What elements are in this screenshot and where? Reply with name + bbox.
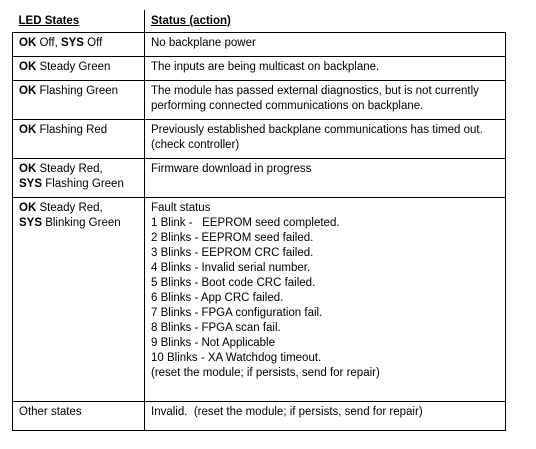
status-line: No backplane power — [151, 37, 256, 49]
led-state-line — [19, 216, 138, 231]
led-status-table — [12, 10, 506, 431]
status-line: 5 Blinks - Boot code CRC failed. — [151, 277, 316, 289]
status-line: Previously established backplane communications has timed out. — [151, 124, 483, 136]
status-line: 4 Blinks - Invalid serial number. — [151, 262, 311, 274]
status-line: Fault status — [151, 202, 211, 214]
status-cell — [145, 57, 506, 81]
led-state-cell — [13, 57, 145, 81]
status-line: 10 Blinks - XA Watchdog timeout. — [151, 352, 322, 364]
status-cell — [145, 198, 506, 402]
led-state-text: Other states — [19, 406, 82, 418]
led-state-text: Flashing Green — [36, 85, 119, 97]
led-name: OK — [19, 202, 37, 214]
led-state-line — [19, 84, 138, 99]
led-state-cell — [13, 198, 145, 402]
table-row — [13, 120, 506, 159]
status-cell — [145, 120, 506, 159]
status-cell — [145, 33, 506, 57]
header-status: Status (action) — [145, 10, 506, 33]
status-line: (reset the module; if persists, send for repair) — [151, 367, 380, 379]
led-state-cell — [13, 159, 145, 198]
led-state-line — [19, 405, 138, 420]
status-line: 7 Blinks - FPGA configuration fail. — [151, 307, 323, 319]
status-cell — [145, 159, 506, 198]
led-state-line — [19, 123, 138, 138]
status-line: 6 Blinks - App CRC failed. — [151, 292, 284, 304]
led-state-line — [19, 60, 138, 75]
status-cell — [145, 402, 506, 431]
led-name: OK — [19, 163, 37, 175]
table-row — [13, 159, 506, 198]
led-state-line — [19, 177, 138, 192]
header-row — [13, 10, 506, 33]
led-state-text: Flashing Green — [42, 178, 124, 190]
status-line: Invalid. (reset the module; if persists, send for repair) — [151, 406, 423, 418]
led-state-text: Flashing Red — [36, 124, 108, 136]
status-line: The inputs are being multicast on backplane. — [151, 61, 380, 73]
led-state-text: Off — [83, 37, 103, 49]
led-state-line — [19, 201, 138, 216]
table-row — [13, 81, 506, 120]
status-line: 8 Blinks - FPGA scan fail. — [151, 322, 281, 334]
led-name: OK — [19, 85, 37, 97]
led-state-text: Steady Green — [36, 61, 111, 73]
status-line: 3 Blinks - EEPROM CRC failed. — [151, 247, 314, 259]
led-state-cell — [13, 81, 145, 120]
led-state-line — [19, 36, 138, 51]
table-row — [13, 402, 506, 431]
led-name: SYS — [19, 217, 43, 229]
status-line: Firmware download in progress — [151, 163, 312, 175]
status-line: 2 Blinks - EEPROM seed failed. — [151, 232, 314, 244]
led-name: SYS — [60, 37, 84, 49]
status-line: 1 Blink - EEPROM seed completed. — [151, 217, 340, 229]
status-line: The module has passed external diagnostics, but is not currently — [151, 85, 479, 97]
led-name: OK — [19, 61, 37, 73]
table-row — [13, 57, 506, 81]
status-line: 9 Blinks - Not Applicable — [151, 337, 276, 349]
led-state-cell — [13, 402, 145, 431]
led-name: OK — [19, 37, 37, 49]
led-name: SYS — [19, 178, 43, 190]
table-row — [13, 33, 506, 57]
table-row — [13, 198, 506, 402]
led-state-text: Steady Red, — [36, 202, 103, 214]
header-led-states: LED States — [13, 10, 145, 33]
status-line: performing connected communications on backplane. — [151, 100, 424, 112]
led-state-text: Off, — [36, 37, 61, 49]
led-state-cell — [13, 120, 145, 159]
status-cell — [145, 81, 506, 120]
status-line: (check controller) — [151, 139, 240, 151]
led-state-text: Blinking Green — [42, 217, 121, 229]
led-name: OK — [19, 124, 37, 136]
led-state-cell — [13, 33, 145, 57]
led-state-text: Steady Red, — [36, 163, 103, 175]
led-state-line — [19, 162, 138, 177]
